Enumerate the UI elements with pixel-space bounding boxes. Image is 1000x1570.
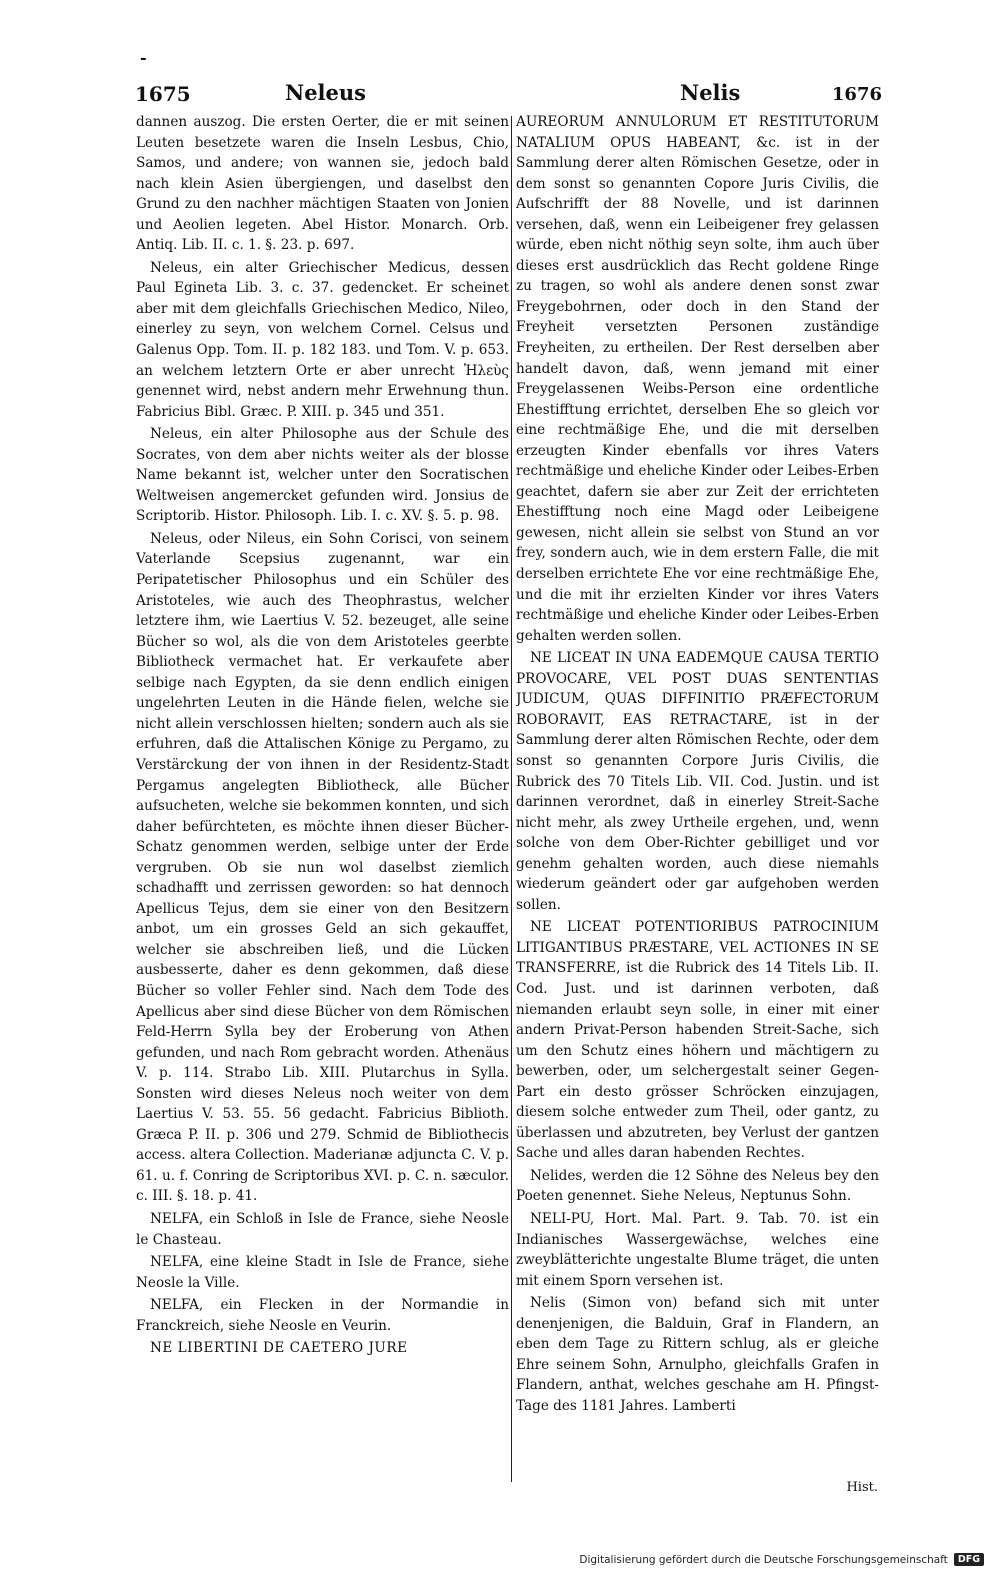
- header-keyword-right: Nelis: [680, 80, 741, 105]
- entry-text: Neleus, oder Nileus, ein Sohn Corisci, von seinem Vaterlande Scepsius zugenannt, war ein Peripatetischer Philosophus und ein Schüler des Aristoteles, wie auch des Theophrastus, welcher letztere ihm, wie Laertius V. 52. bezeuget, alle seine Bücher so wol, als die von dem Aristoteles geerbte Bibliotheck vermachet hat. Er verkaufete aber selbige nach Egypten, da sie denn endlich einigen ungelehrten Leuten in die Hände fielen, welche sie nicht allein verschlossen hielten; sondern auch als sie erfuhren, daß die Attalischen Könige zu Pergamo, zu Verstärckung der von ihnen in der Residentz-Stadt Pergamus angelegten Bibliotheck, alle Bücher aufsucheten, welche sie bekommen konnten, und sich daher befürchteten, es möchte ihnen dieser Bücher-Schatz genommen werden, selbige unter der Erde vergruben. Ob sie nun wol daselbst ziemlich schadhafft und zerrissen geworden: so hat dennoch Apellicus Tejus, dem sie einer von den Besitzern anbot, um ein grosses Geld an sich gekauffet, welcher sie abschreiben ließ, und die Lücken ausbesserte, daher es denn gekommen, daß diese Bücher so voller Fehler sind. Nach dem Tode des Apellicus aber sind diese Bücher von dem Römischen Feld-Herrn Sylla bey der Eroberung von Athen gefunden, und nach Rom gebracht worden. Athenäus V. p. 114. Strabo Lib. XIII. Plutarchus in Sylla. Sonsten wird dieses Neleus noch weiter von dem Laertius V. 53. 55. 56 gedacht. Fabricius Biblioth. Græca P. II. p. 306 und 279. Schmid de Bibliothecis access. altera Collection. Maderianæ adjuncta C. V. p. 61. u. f. Conring de Scriptoribus XVI. p. C. n. sæculor. c. III. §. 18. p. 41.: [136, 530, 509, 1205]
- entry-text: NELI-PU, Hort. Mal. Part. 9. Tab. 70. ist ein Indianisches Wassergewächse, welches eine zweyblätterichte ungestalte Blume träget, die unten mit einem Sporn versehen ist.: [516, 1210, 879, 1289]
- entry-paragraph: [136, 112, 509, 256]
- left-column: [136, 112, 509, 1476]
- entry-text: NELFA, eine kleine Stadt in Isle de France, siehe Neosle la Ville.: [136, 1254, 509, 1291]
- entry-text: AUREORUM ANNULORUM ET RESTITUTORUM NATALIUM OPUS HABEANT, &c. ist in der Sammlung derer alten Römischen Gesetze, oder in dem sonst so genannten Copore Juris Civilis, die Aufschrifft der 88 Novelle, und ist darinnen versehen, daß, wenn ein Leibeigener frey gelassen würde, eben nicht nöthig seyn solte, ihm auch über dieses erst ausdrücklich das Recht goldene Ringe zu tragen, so wohl als andere denen sonst zwar Freygebohrnen, oder doch in den Stand der Freyheit versetzten Personen zuständige Freyheiten, zu ertheilen. Der Rest derselben aber handelt davon, daß, wenn jemand mit einer Freygelassenen Weibs-Person eine ordentliche Ehestifftung errichtet, derselben Ehe so gleich vor eine rechtmäßige Ehe, und die mit derselben erzeugten Kinder ebenfalls vor ihres Vaters rechtmäßige und eheliche Kinder oder Leibes-Erben geachtet, dafern sie aber zur Zeit der errichteten Ehestifftung noch eine Magd oder Leibeigene gewesen, nicht allein sie selbst von Stund an vor frey, sondern auch, wie in dem erstern Falle, die mit derselben errichtete Ehe vor eine rechtmäßige Ehe, und die mit ihr erzielten Kinder vor ihres Vaters rechtmäßige und eheliche Kinder oder Leibes-Erben gehalten werden sollen.: [516, 114, 879, 644]
- entry-paragraph: [136, 258, 509, 422]
- entry-text: Nelis (Simon von) befand sich mit unter denenjenigen, die Balduin, Graf in Flandern, an eben dem Tage zu Rittern schlug, als er gleiche Ehre seinem Sohn, Arnulpho, gleichfalls Grafen in Flandern, anthat, welches geschahe am H. Pfingst-Tage des 1181 Jahres. Lamberti: [516, 1295, 879, 1414]
- entry-paragraph: [136, 1252, 509, 1293]
- entry-paragraph: [516, 648, 879, 915]
- digitization-credit: [579, 1553, 984, 1566]
- dfg-logo: DFG: [954, 1553, 984, 1566]
- entry-text: NELFA, ein Schloß in Isle de France, siehe Neosle le Chasteau.: [136, 1210, 509, 1248]
- header-keyword-left: Neleus: [285, 80, 366, 105]
- page-number-left: 1675: [135, 82, 191, 106]
- entry-paragraph: [136, 1209, 509, 1250]
- entry-paragraph: [136, 424, 509, 527]
- entry-text: NE LICEAT POTENTIORIBUS PATROCINIUM LITIGANTIBUS PRÆSTARE, VEL ACTIONES IN SE TRANSFERRE, ist die Rubrick des 14 Titels Lib. II. Cod. Just. und ist darinnen verboten, daß niemanden erlaubt seyn solle, in einer mit einer andern Privat-Person habenden Streit-Sache, sich um den Schutz eines höhern und mächtigern zu bewerben, oder, um selchergestalt seiner Gegen-Part ein desto grösser Schröcken einzujagen, diesem solche entweder zum Theil, oder gantz, zu überlassen und abzutreten, bey Verlust der gantzen Sache und alles daran habenden Rechtes.: [516, 919, 879, 1162]
- column-divider: [511, 116, 512, 1482]
- entry-text: NE LICEAT IN UNA EADEMQUE CAUSA TERTIO PROVOCARE, VEL POST DUAS SENTENTIAS JUDICUM, QUAS DIFFINITIO PRÆFECTORUM ROBORAVIT, EAS RETRACTARE, ist in der Sammlung derer alten Römischen Rechte, oder dem sonst so genannten Corpore Juris Civilis, die Rubrick des 70 Titels Lib. VII. Cod. Justin. und ist darinnen verordnet, daß in einerley Streit-Sache nicht mehr, als zwey Urtheile ergehen, und, wenn solche von dem Ober-Richter gebilliget und vor genehm gehalten worden, auch diese niemahls wiederum geändert oder gar aufgehoben werden sollen.: [516, 650, 879, 913]
- entry-paragraph: [136, 1338, 509, 1359]
- entry-paragraph: [516, 1166, 879, 1207]
- page-number-right: 1676: [831, 84, 882, 105]
- entry-text: Neleus, ein alter Philosophe aus der Schule des Socrates, von dem aber nichts weiter als der blosse Name bekannt ist, welcher unter den Socratischen Weltweisen angemercket gefunden wird. Jonsius de Scriptorib. Histor. Philosoph. Lib. I. c. XV. §. 5. p. 98.: [136, 426, 509, 525]
- catchword: Hist.: [846, 1480, 878, 1495]
- entry-paragraph: [516, 112, 879, 646]
- page-header: [135, 78, 880, 112]
- right-column: [516, 112, 879, 1476]
- entry-text: Nelides, werden die 12 Söhne des Neleus bey den Poeten genennet. Siehe Neleus, Neptunus Sohn.: [516, 1167, 879, 1205]
- margin-mark: -: [140, 48, 147, 67]
- entry-paragraph: [516, 1209, 879, 1291]
- entry-text: Neleus, ein alter Griechischer Medicus, dessen Paul Egineta Lib. 3. c. 37. gedencket. Er scheinet aber mit dem gleichfalls Griechischen Medico, Nileo, einerley zu seyn, von welchem Cornel. Celsus und Galenus Opp. Tom. II. p. 182 183. und Tom. V. p. 653. an welchem letztern Orte er aber unrecht Ἠλεὺς genennet wird, nebst andern mehr Erwehnung thun. Fabricius Bibl. Græc. P. XIII. p. 345 und 351.: [136, 259, 509, 420]
- entry-paragraph: [516, 1293, 879, 1416]
- credit-text: Digitalisierung gefördert durch die Deutsche Forschungsgemeinschaft: [579, 1553, 948, 1566]
- entry-paragraph: [516, 917, 879, 1164]
- entry-paragraph: [136, 529, 509, 1207]
- entry-text: NE LIBERTINI DE CAETERO JURE: [150, 1340, 408, 1357]
- entry-text: dannen auszog. Die ersten Oerter, die er mit seinen Leuten besetzete waren die Inseln Lesbus, Chio, Samos, und andere; von wannen sie, jedoch bald nach klein Asien übergiengen, und daselbst den Grund zu den nachher mächtigen Staaten von Jonien und Aeolien legeten. Abel Histor. Monarch. Orb. Antiq. Lib. II. c. 1. §. 23. p. 697.: [136, 114, 509, 254]
- entry-paragraph: [136, 1295, 509, 1336]
- entry-text: NELFA, ein Flecken in der Normandie in Franckreich, siehe Neosle en Veurin.: [136, 1297, 509, 1334]
